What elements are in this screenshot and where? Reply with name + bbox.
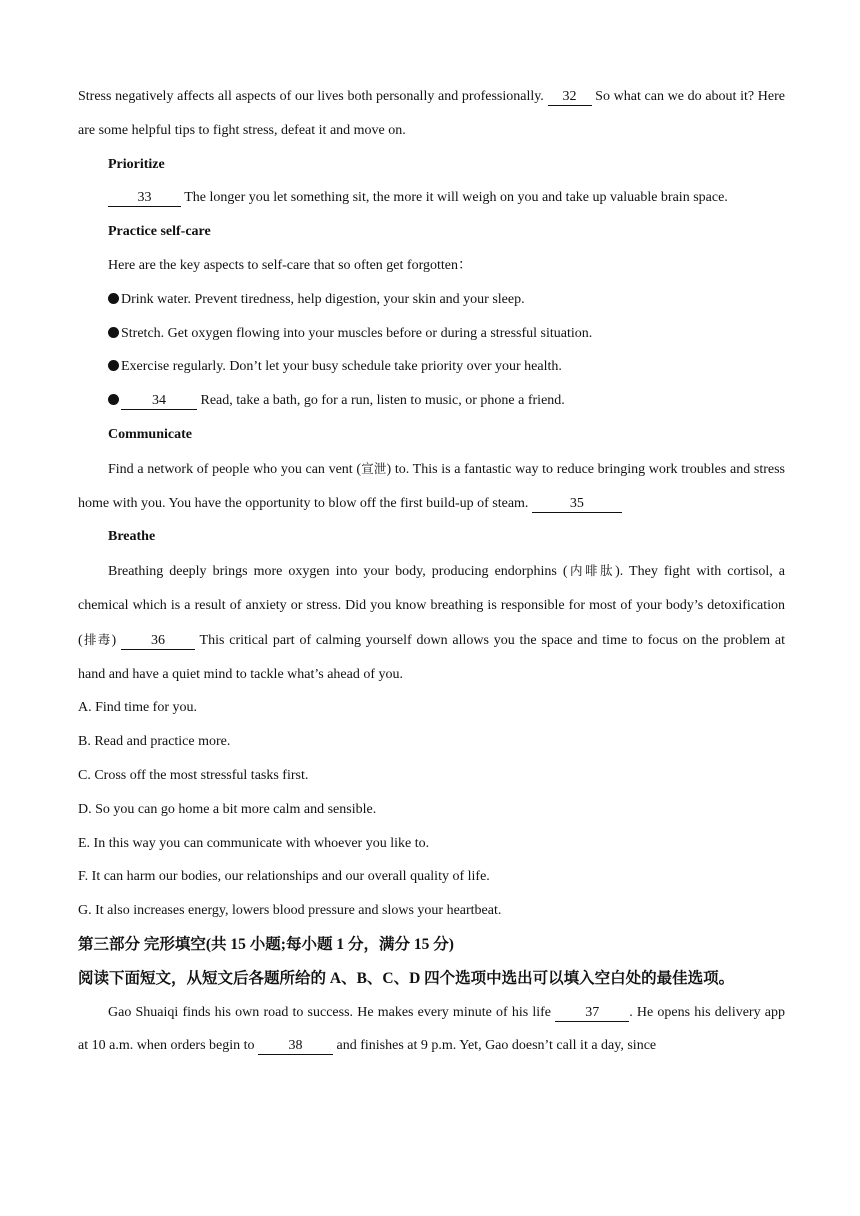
blank-35: 35 [532,496,622,513]
blank-32: 32 [548,89,592,106]
option-b: B. Read and practice more. [78,734,231,750]
bullet-dot-icon [108,394,119,405]
heading-breathe: Breathe [108,529,156,545]
intro-paragraph [78,80,785,148]
bullet-item: Drink water. Prevent tiredness, help digestion, your skin and your sleep. [78,283,785,317]
section-3-instruction: 阅读下面短文，从短文后各题所给的 A、B、C、D 四个选项中选出可以填入空白处的最佳选项。 [78,969,735,987]
breathe-paragraph: Breathing deeply brings more oxygen into your body, producing endorphins (内啡肽). They fight with cortisol, a chemical which is a result of anxiety or stress. Did you know breathing is responsible for most of your body’s detoxification (排毒) 36 This critical part of calming yourself down allows you the space and time to focus on the problem at hand and have a quiet mind to tackle what’s ahead of you. [78,563,785,682]
blank-36: 36 [121,633,195,650]
blank-33: 33 [108,190,181,207]
option-e: E. In this way you can communicate with whoever you like to. [78,835,430,851]
bullet-item: Stretch. Get oxygen flowing into your muscles before or during a stressful situation. [78,317,785,351]
blank-37: 37 [555,1005,629,1022]
self-care-intro: Here are the key aspects to self-care that so often get forgotten： [108,257,472,273]
prioritize-paragraph [78,181,785,215]
heading-prioritize: Prioritize [108,156,165,172]
bullet-dot-icon [108,327,119,338]
communicate-paragraph: Find a network of people who you can vent (宣泄) to. This is a fantastic way to reduce bringing work troubles and stress home with you. You have the opportunity to blow off the first build-up of steam. 35 [78,460,785,511]
section-3-title: 第三部分 完形填空(共 15 小题;每小题 1 分，满分 15 分) [78,935,454,953]
bullet-dot-icon [108,360,119,371]
blank-34: 34 [121,393,197,410]
cloze-paragraph: Gao Shuaiqi finds his own road to success. He makes every minute of his life 37 . He opens his delivery app at 10 a.m. when orders begin to 38 and finishes at 9 p.m. Yet, Gao doesn’t call it a day, since [78,1004,785,1054]
bullet-dot-icon [108,293,119,304]
heading-self-care: Practice self-care [108,224,211,240]
option-g: G. It also increases energy, lowers blood pressure and slows your heartbeat. [78,903,502,919]
intro-text-1: Stress negatively affects all aspects of our lives both personally and professionally. [78,89,548,104]
bullet-item: 34 Read, take a bath, go for a run, listen to music, or phone a friend. [78,384,785,418]
option-f: F. It can harm our bodies, our relationships and our overall quality of life. [78,869,490,885]
prioritize-text: The longer you let something sit, the more it will weigh on you and take up valuable brain space. [181,190,728,206]
option-a: A. Find time for you. [78,700,197,716]
bullet-item: Exercise regularly. Don’t let your busy schedule take priority over your health. [78,350,785,384]
intro-text-2: So what can we do about it? Here are some helpful tips to fight stress, defeat it and move on. [78,89,785,138]
option-d: D. So you can go home a bit more calm and sensible. [78,801,377,817]
option-c: C. Cross off the most stressful tasks first. [78,767,309,783]
blank-38: 38 [258,1038,333,1055]
document-page [78,80,785,1063]
heading-communicate: Communicate [108,426,192,442]
